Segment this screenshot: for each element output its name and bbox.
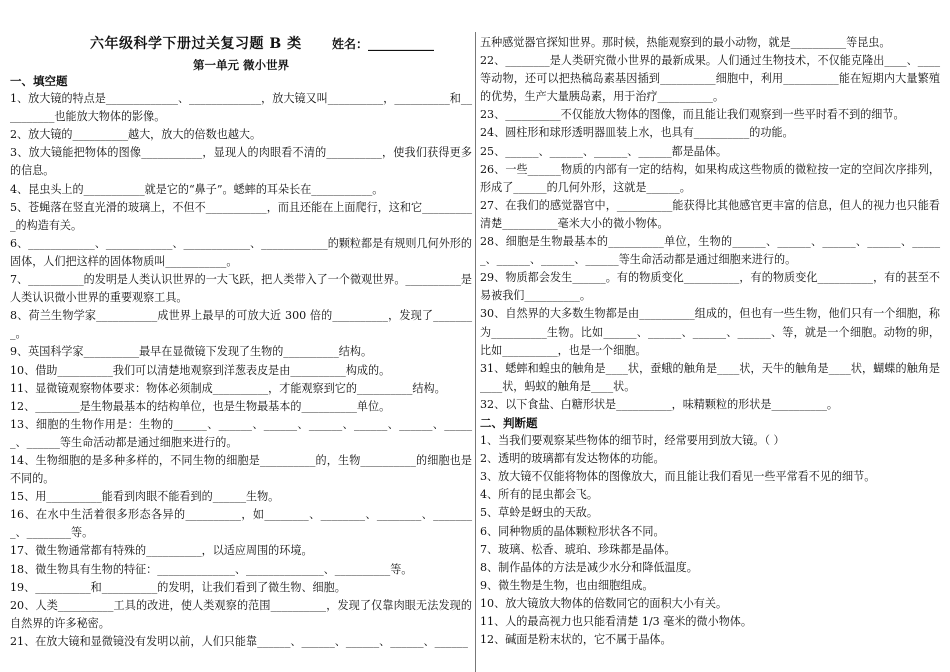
left-column xyxy=(10,72,472,651)
fill-in-question: 12、________是生物最基本的结构单位，也是生物最基本的__________单位。 xyxy=(10,399,391,413)
section-heading-fill-in: 一、填空题 xyxy=(10,74,68,88)
fill-in-question: 22、________是人类研究微小世界的最新成果。人们通过生物技术，不仅能克隆出____、____等动物，还可以把热稿岛素基因插到__________细胞中，利用__________能在短期内大量繁殖的优势，生产大量胰岛素，用于治疗__________。 xyxy=(480,54,940,104)
true-false-question: 5、草蛉是蚜虫的天敌。 xyxy=(480,506,598,520)
fill-in-question: 25、______、______、______、______都是晶体。 xyxy=(480,144,728,158)
fill-in-question: 五种感觉器官探知世界。那时候，热能观察到的最小动物，就是__________等昆虫。 xyxy=(480,36,891,49)
fill-in-question: 17、微生物通常都有特殊的__________，以适应周围的环境。 xyxy=(10,544,313,558)
page-title: 六年级科学下册过关复习题 B 类 xyxy=(90,36,302,52)
fill-in-question: 6、____________、____________、____________、____________的颗粒都是有规则几何外形的固体，人们把这样的固体物质叫___________。 xyxy=(10,236,472,268)
fill-in-question: 9、英国科学家__________最早在显微镜下发现了生物的__________结构。 xyxy=(10,345,373,359)
fill-in-question: 3、放大镜能把物体的图像___________，显现人的肉眼看不清的__________，使我们获得更多的信息。 xyxy=(10,146,472,178)
true-false-question: 3、放大镜不仅能将物体的图像放大，而且能让我们看见一些平常看不见的细节。 xyxy=(480,470,876,484)
true-false-question: 6、同种物质的晶体颗粒形状各不同。 xyxy=(480,524,665,538)
true-false-question: 11、人的最高视力也只能看清楚 1/3 毫米的微小物体。 xyxy=(480,615,752,628)
fill-in-question: 11、显微镜观察物体要求：物体必须制成__________，才能观察到它的__________结构。 xyxy=(10,381,446,395)
title-row xyxy=(10,33,472,53)
fill-in-question: 26、一些______物质的内部有一定的结构，如果构成这些物质的微粒按一定的空间次序排列，形成了______的几何外形，这就是______。 xyxy=(480,162,940,194)
fill-in-question: 28、细胞是生物最基本的__________单位，生物的______、______、______、______、______、______、______、______等生命活动都是通过细胞来进行的。 xyxy=(480,235,940,267)
fill-in-question: 24、圆柱形和球形透明器皿装上水，也具有__________的功能。 xyxy=(480,126,794,140)
true-false-question: 2、透明的玻璃都有发达物体的功能。 xyxy=(480,452,665,466)
true-false-question: 9、微生物是生物，也由细胞组成。 xyxy=(480,578,654,592)
fill-in-question: 4、昆虫头上的___________就是它的“鼻子”。蟋蟀的耳朵长在___________。 xyxy=(10,182,384,196)
fill-in-question: 18、微生物具有生物的特征：______________、______________、__________等。 xyxy=(10,562,413,576)
fill-in-question: 15、用__________能看到肉眼不能看到的______生物。 xyxy=(10,490,280,504)
unit-title: 第一单元 微小世界 xyxy=(192,58,289,72)
fill-in-question: 30、自然界的大多数生物都是由__________组成的，但也有一些生物，他们只有一个细胞，称为__________生物。比如______、______、______、______、等，就是一个细胞。动物的卵，比如__________，也是一个细胞。 xyxy=(480,307,940,357)
column-divider xyxy=(475,32,476,672)
fill-in-question: 2、放大镜的__________越大，放大的倍数也越大。 xyxy=(10,128,262,142)
name-field-label: 姓名：___________ xyxy=(332,37,435,51)
fill-in-question: 14、生物细胞的是多种多样的，不同生物的细胞是__________的，生物__________的细胞也是不同的。 xyxy=(10,453,472,486)
fill-in-question: 23、__________不仅能放大物体的图像，而且能让我们观察到一些平时看不到的细节。 xyxy=(480,108,905,122)
true-false-question: 4、所有的昆虫都会飞。 xyxy=(480,488,598,502)
fill-in-question: 32、以下食盐、白糖形状是__________，味精颗粒的形状是__________。 xyxy=(480,397,839,411)
fill-in-question: 7、__________的发明是人类认识世界的一大飞跃，把人类带入了一个微观世界。__________是人类认识微小世界的重要观察工具。 xyxy=(10,273,472,305)
fill-in-question: 8、荷兰生物学家___________成世界上最早的可放大近 300 倍的__________，发现了________。 xyxy=(10,309,472,341)
fill-in-question: 1、放大镜的特点是_____________、_____________，放大镜又叫__________，__________和__________也能放大物体的影像。 xyxy=(10,92,472,124)
fill-in-question: 21、在放大镜和显微镜没有发明以前，人们只能靠______、______、______、______、______ xyxy=(10,634,468,648)
fill-in-question: 29、物质都会发生______。有的物质变化__________，有的物质变化__________，有的甚至不易被我们__________。 xyxy=(480,271,940,303)
true-false-question: 8、制作晶体的方法是减少水分和降低温度。 xyxy=(480,560,698,574)
fill-in-question: 20、人类__________工具的改进，使人类观察的范围__________，发现了仅靠肉眼无法发现的自然界的许多秘密。 xyxy=(10,598,472,630)
fill-in-question: 10、借助__________我们可以清楚地观察到洋葱表皮是由__________构成的。 xyxy=(10,363,391,377)
true-false-question: 12、碱面是粉末状的，它不属于晶体。 xyxy=(480,633,672,647)
fill-in-question: 27、在我们的感觉器官中，__________能获得比其他感官更丰富的信息，但人的视力也只能看清楚__________毫米大小的微小物体。 xyxy=(480,198,940,230)
fill-in-question: 13、细胞的生物作用是：生物的______、______、______、______、______、______、______、______等生命活动都是通过细胞来进行的。 xyxy=(10,417,472,449)
true-false-question: 10、放大镜放大物体的倍数同它的面积大小有关。 xyxy=(480,596,728,610)
fill-in-question: 19、__________和__________的发明，让我们看到了微生物、细胞。 xyxy=(10,580,346,594)
true-false-question: 7、玻璃、松香、琥珀、珍珠都是晶体。 xyxy=(480,542,676,556)
section-heading-true-false: 二、判断题 xyxy=(480,415,538,430)
fill-in-question: 5、苍蝇落在竖直光滑的玻璃上，不但不___________，而且还能在上面爬行，这和它__________的构造有关。 xyxy=(10,200,472,232)
fill-in-question: 31、蟋蟀和蝗虫的触角是____状，蚕蛾的触角是____状，天牛的触角是____状，蝴蝶的触角是____状，蚂蚁的触角是____状。 xyxy=(480,361,940,393)
fill-in-question: 16、在水中生活着很多形态各异的__________，如________、________、________、________、________等。 xyxy=(10,508,472,540)
right-column xyxy=(480,34,940,649)
true-false-question: 1、当我们要观察某些物体的细节时，经常要用到放大镜。（ ） xyxy=(480,434,785,448)
